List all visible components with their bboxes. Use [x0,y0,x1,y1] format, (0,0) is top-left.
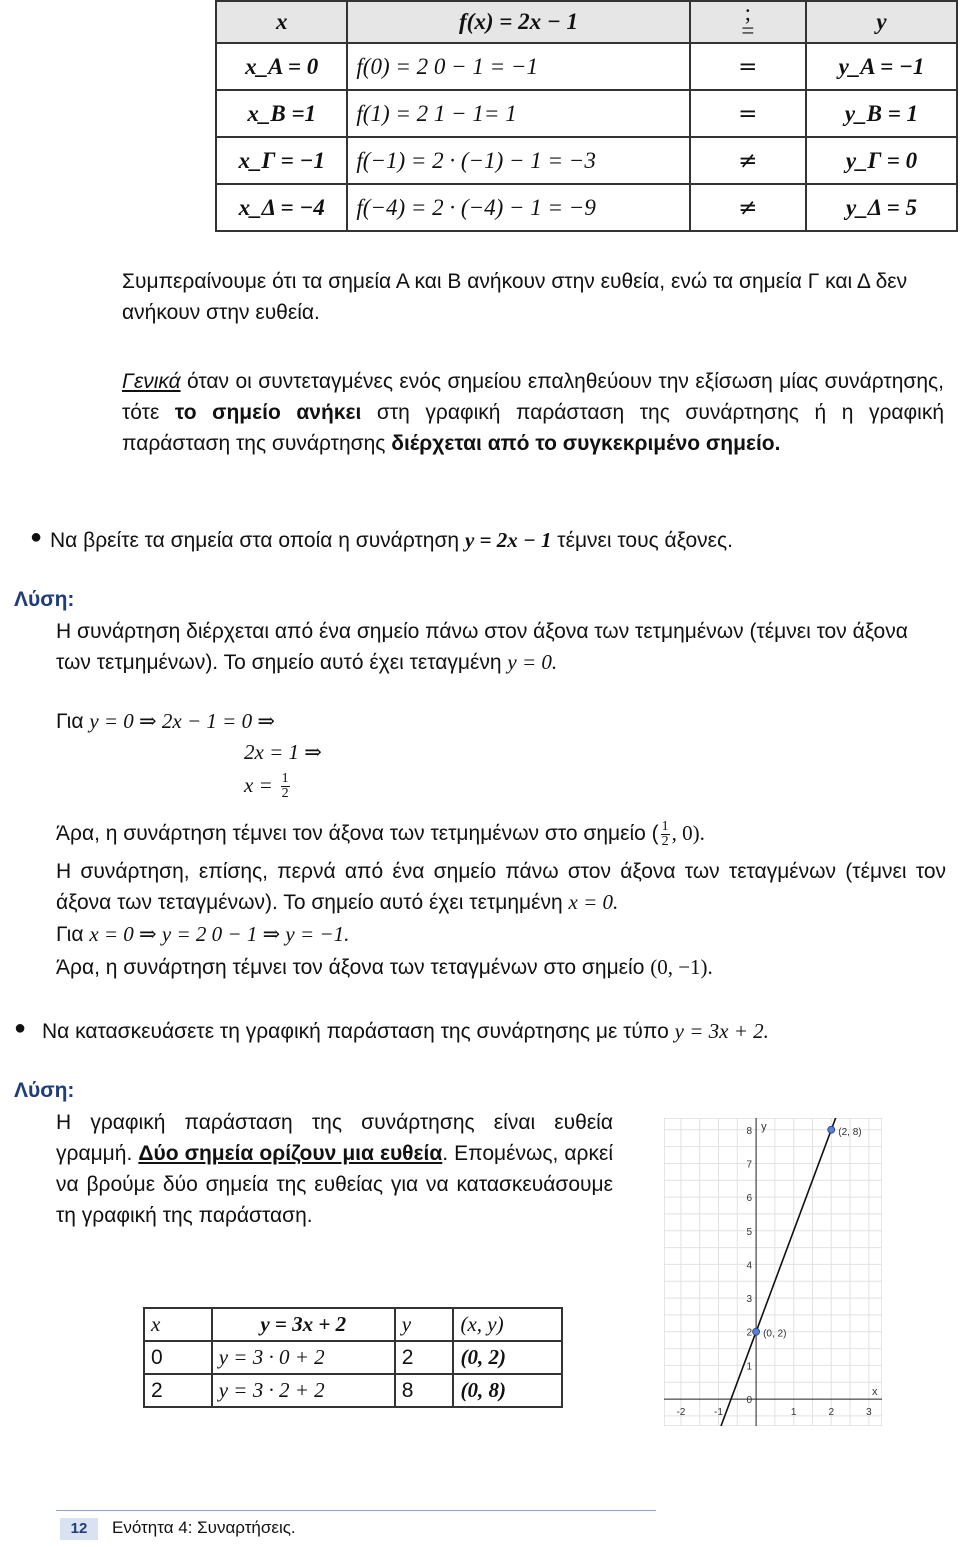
conclusion2-point: (0, −1). [650,955,713,979]
footer-divider [56,1510,656,1511]
task2-part-a: Να κατασκευάσετε τη γραφική παράσταση της συνάρτησης με τύπο [42,1020,675,1043]
conclusion1-point: , 0). [671,821,705,845]
general-text-1: όταν οι συντεταγμένες ενός σημείου επαληθεύουν την εξίσωση μίας συνάρτησης, τότε [122,370,944,424]
graph-text-bold: Δύο σημεία ορίζουν μια ευθεία [138,1142,443,1165]
solution1-equation: y = 0. [507,650,558,674]
cell-x: 0 [144,1341,212,1374]
cell-point: (0, 2) [453,1341,562,1374]
cell-rel: ≠ [690,137,806,184]
fraction-one-half [281,772,290,801]
x-tick-label: -1 [714,1407,723,1419]
table-header-row [216,1,957,43]
header-y: y [806,1,957,43]
cell-x: x_A = 0 [216,43,347,90]
table-row [216,90,957,137]
step1 [56,706,275,737]
solution-label-1: Λύση: [14,588,75,611]
solution2-intro [56,856,946,918]
y-tick-label: 1 [746,1361,753,1373]
solution1-text: Η συνάρτηση διέρχεται από ένα σημείο πάνω στον άξονα των τετμημένων (τέμνει τον άξονα των τετμημένων). Το σημείο αυτό έχει τεταγμένη [56,620,908,674]
graph-background [664,1118,882,1426]
step2-equation: 2x = 1 ⇒ [244,740,322,764]
fraction-numerator: 1 [661,818,669,834]
cell-f: f(0) = 2 0 − 1 = −1 [347,43,689,90]
page-number: 12 [60,1518,98,1540]
cell-x: x_B =1 [216,90,347,137]
header-x: x [216,1,347,43]
points-table [143,1307,563,1408]
y-tick-label: 7 [746,1159,753,1171]
fraction-denominator: 2 [281,785,289,801]
cell-rel: = [690,90,806,137]
general-text-2: στη γραφική παράσταση της συνάρτησης ή η γραφική παράσταση της συνάρτησης [122,401,945,455]
table-row [216,43,957,90]
solution2-equation: x = 0. [568,890,619,914]
table-header-row [144,1308,562,1341]
cell-f: f(−1) = 2 · (−1) − 1 = −3 [347,137,689,184]
task2-equation: y = 3x + 2. [674,1019,769,1043]
general-statement [122,366,944,459]
solution1-intro [56,616,946,678]
cell-y: y_A = −1 [806,43,957,90]
cell-formula: y = 3 · 2 + 2 [212,1374,395,1407]
data-point [828,1126,835,1133]
step3 [244,770,292,801]
task1-part-b: τέμνει τους άξονες. [551,529,733,552]
x-tick-label: 3 [866,1407,872,1419]
footer-chapter: Ενότητα 4: Συναρτήσεις. [112,1518,296,1537]
point-label: (0, 2) [763,1328,787,1340]
cell-x: 2 [144,1374,212,1407]
step3-equation: x = [244,773,273,797]
bullet-icon: ● [14,1017,27,1039]
values-table [215,0,958,232]
header-relation [690,1,806,43]
y-tick-label: 4 [746,1260,753,1272]
fraction-numerator: 1 [281,770,289,786]
table-row [216,137,957,184]
step4 [56,919,349,950]
step4-equation: x = 0 ⇒ y = 2 0 − 1 ⇒ y = −1. [89,922,350,946]
header-y: y [395,1308,454,1341]
cell-y: y_Γ = 0 [806,137,957,184]
header-point: (x, y) [453,1308,562,1341]
x-tick-label: 2 [828,1407,835,1419]
y-tick-label: 8 [746,1125,753,1137]
cell-y: 2 [395,1341,454,1374]
table-row [144,1374,562,1407]
x-tick-label: 1 [790,1407,797,1419]
table-row [216,184,957,231]
cell-y: y_B = 1 [806,90,957,137]
conclusion2 [56,952,713,983]
header-question: ; [744,0,751,25]
cell-f: f(−4) = 2 · (−4) − 1 = −9 [347,184,689,231]
table-row [144,1341,562,1374]
step4-for: Για [56,923,90,946]
y-tick-label: 5 [746,1226,753,1238]
header-x: x [144,1308,212,1341]
graph-explanation [56,1107,613,1231]
cell-y: y_Δ = 5 [806,184,957,231]
general-bold-1: το σημείο ανήκει [174,401,362,424]
cell-point: (0, 8) [453,1374,562,1407]
data-point [753,1328,760,1335]
y-axis-label: y [761,1121,767,1133]
cell-formula: y = 3 · 0 + 2 [212,1341,395,1374]
cell-x: x_Γ = −1 [216,137,347,184]
conclusion1-text: Άρα, η συνάρτηση τέμνει τον άξονα των τετμημένων στο σημείο ( [56,822,659,845]
cell-rel: ≠ [690,184,806,231]
cell-f: f(1) = 2 1 − 1= 1 [347,90,689,137]
cell-rel: = [690,43,806,90]
fraction-one-half [661,820,670,849]
graph-text-c: . Επομένως, αρκεί να βρούμε δύο σημεία της ευθείας για να κατασκευάσουμε τη γραφική της παράσταση. [56,1142,614,1227]
y-tick-label: 6 [746,1193,753,1205]
task1-part-a: Να βρείτε τα σημεία στα οποία η συνάρτηση [50,529,465,552]
conclusion1 [56,818,705,849]
solution2-text: Η συνάρτηση, επίσης, περνά από ένα σημείο πάνω στον άξονα των τεταγμένων (τέμνει τον άξονα των τεταγμένων). Το σημείο αυτό έχει τετμημένη [56,860,946,914]
y-tick-label: 0 [746,1395,753,1407]
header-f: f(x) = 2x − 1 [347,1,689,43]
general-bold-2: διέρχεται από το συγκεκριμένο σημείο. [391,432,781,455]
y-tick-label: 2 [746,1327,753,1339]
header-equals: = [741,18,755,43]
x-tick-label: -2 [676,1407,686,1419]
cell-y: 8 [395,1374,454,1407]
step1-for: Για [56,710,90,733]
graph-text-a: Η γραφική παράσταση της συνάρτησης είναι ευθεία γραμμή. [56,1111,613,1165]
conclusion-text: Συμπεραίνουμε ότι τα σημεία Α και Β ανήκουν στην ευθεία, ενώ τα σημεία Γ και Δ δεν ανήκουν στην ευθεία. [122,270,908,324]
bullet-icon: ● [30,526,43,548]
task2-text [42,1016,942,1047]
general-word: Γενικά [122,370,181,393]
cell-x: x_Δ = −4 [216,184,347,231]
header-formula: y = 3x + 2 [212,1308,395,1341]
conclusion2-text: Άρα, η συνάρτηση τέμνει τον άξονα των τεταγμένων στο σημείο [56,956,651,979]
line-graph [664,1118,882,1426]
task1-text [50,525,930,556]
x-axis-label: x [872,1386,878,1399]
task1-equation: y = 2x − 1 [464,528,552,552]
y-tick-label: 3 [746,1294,753,1306]
point-label: (2, 8) [838,1126,862,1138]
fraction-denominator: 2 [661,833,669,849]
solution-label-2: Λύση: [14,1079,75,1102]
step1-equation: y = 0 ⇒ 2x − 1 = 0 ⇒ [89,709,275,733]
